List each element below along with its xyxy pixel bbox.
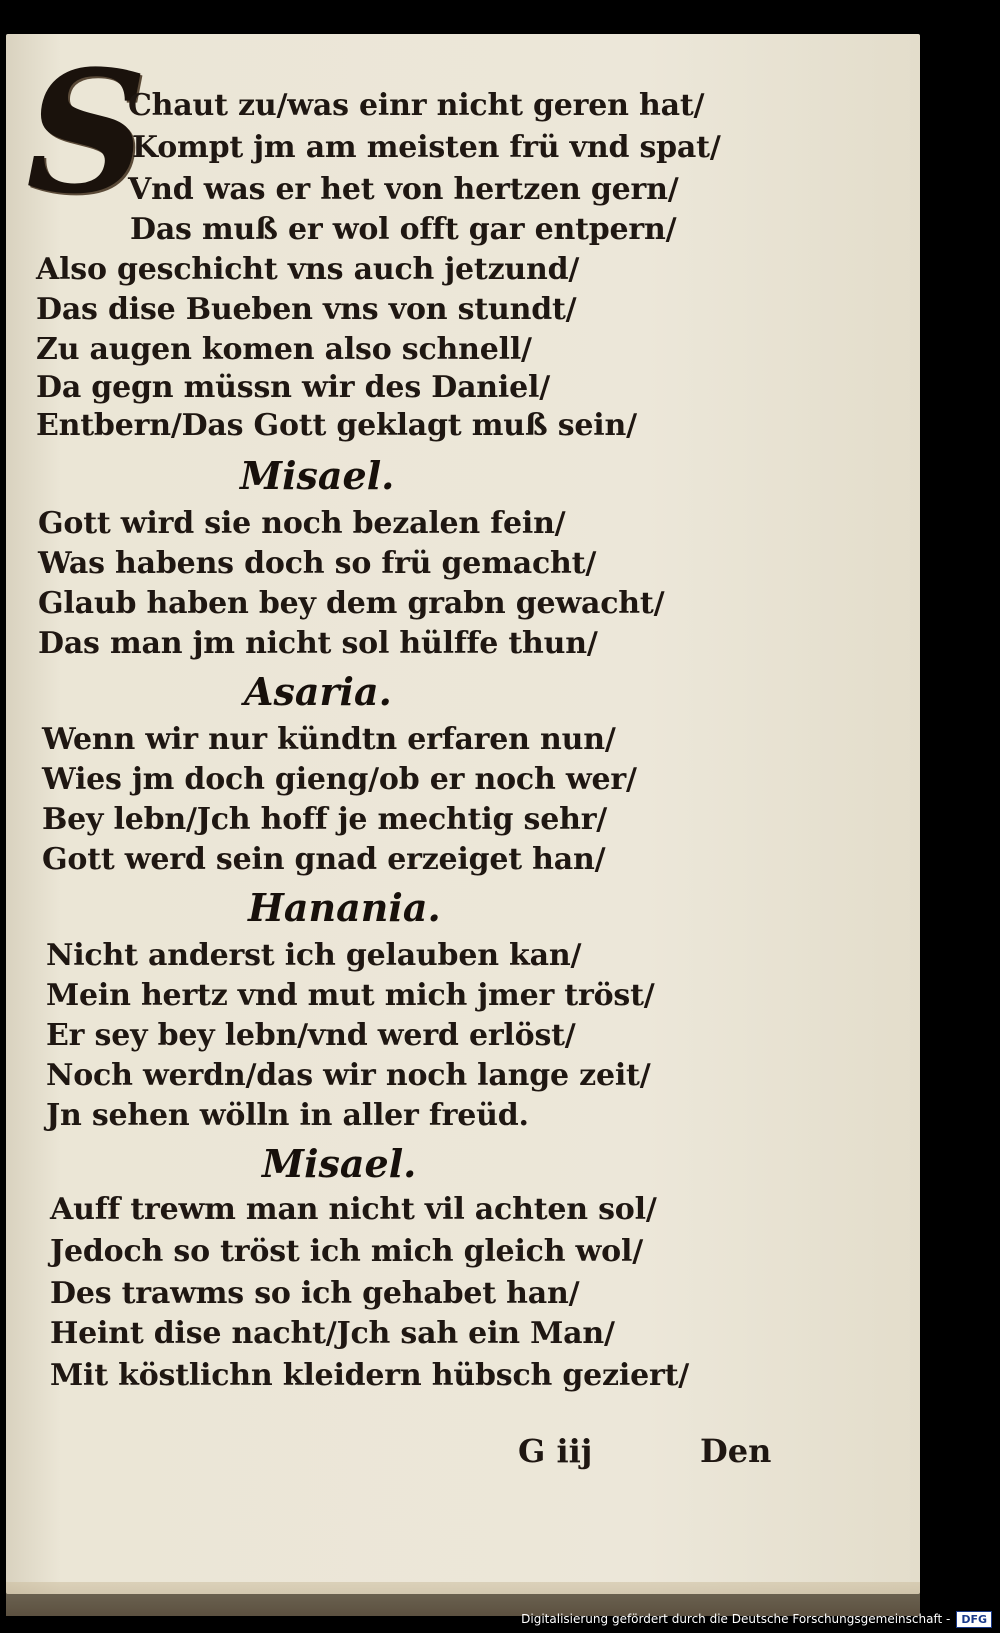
catchword: Den [700,1432,772,1470]
verse-line: Wenn wir nur kündtn erfaren nun/ [42,722,616,757]
footer-credit [521,1609,992,1629]
verse-line: Auff trewm man nicht vil achten sol/ [50,1192,657,1227]
signature-mark: G iij [518,1432,593,1470]
speaker-heading: Misael. [262,1141,417,1186]
speaker-heading: Asaria. [244,669,392,714]
verse-line: Mein hertz vnd mut mich jmer tröst/ [46,978,655,1013]
verse-line: Kompt jm am meisten frü vnd spat/ [132,130,721,165]
speaker-heading: Misael. [240,453,395,498]
dfg-logo: DFG [956,1611,992,1628]
verse-line: Wies jm doch gieng/ob er noch wer/ [42,762,637,797]
verse-line: Da gegn müssn wir des Daniel/ [36,370,550,405]
verse-line: Bey lebn/Jch hoff je mechtig sehr/ [42,802,608,837]
verse-line: Das man jm nicht sol hülffe thun/ [38,626,598,661]
verse-line: Vnd was er het von hertzen gern/ [128,172,679,207]
verse-line: Er sey bey lebn/vnd werd erlöst/ [46,1018,576,1053]
verse-line: Zu augen komen also schnell/ [36,332,532,367]
verse-line: Mit köstlichn kleidern hübsch geziert/ [50,1358,689,1393]
verse-line: Entbern/Das Gott geklagt muß sein/ [36,408,637,443]
verse-line: Noch werdn/das wir noch lange zeit/ [46,1058,651,1093]
verse-line: Chaut zu/was einr nicht geren hat/ [128,88,705,123]
verse-line: Das dise Bueben vns von stundt/ [36,292,577,327]
verse-line: Gott wird sie noch bezalen fein/ [38,506,566,541]
footer-text: Digitalisierung gefördert durch die Deutsche Forschungsgemeinschaft - [521,1612,951,1626]
verse-line: Jn sehen wölln in aller freüd. [46,1098,529,1133]
verse-line: Also geschicht vns auch jetzund/ [36,252,580,287]
verse-line: Des trawms so ich gehabet han/ [50,1276,580,1311]
verse-line: Glaub haben bey dem grabn gewacht/ [38,586,665,621]
drop-cap-initial: S [26,33,148,231]
verse-line: Was habens doch so frü gemacht/ [38,546,597,581]
verse-line: Jedoch so tröst ich mich gleich wol/ [50,1234,643,1269]
speaker-heading: Hanania. [248,885,441,930]
verse-line: Heint dise nacht/Jch sah ein Man/ [50,1316,615,1351]
verse-line: Nicht anderst ich gelauben kan/ [46,938,582,973]
verse-line: Gott werd sein gnad erzeiget han/ [42,842,606,877]
verse-line: Das muß er wol offt gar entpern/ [130,212,677,247]
